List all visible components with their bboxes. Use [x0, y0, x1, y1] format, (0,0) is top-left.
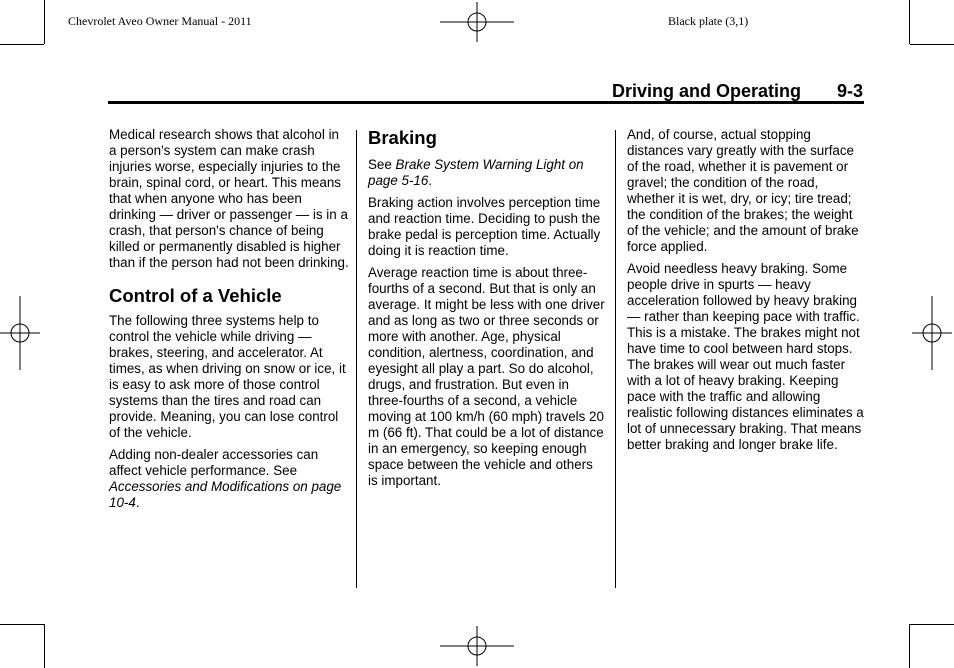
accessories-paragraph: Adding non-dealer accessories can affect vehicle performance. See Accessories and Modifications on page 10-4. — [109, 447, 342, 510]
registration-mark-right-icon — [912, 296, 952, 370]
control-paragraph: The following three systems help to control the vehicle while driving — brakes, steering, and accelerator. At times, as when driving on snow or ice, it is easy to ask more of those control systems than the tires and road can provide. Meaning, you can lose control of the vehicle. — [109, 313, 346, 440]
column-2 — [368, 127, 606, 495]
column-divider-1 — [356, 130, 357, 588]
heavy-braking-paragraph: Avoid needless heavy braking. Some people drive in spurts — heavy acceleration followed by heavy braking — rather than keeping pace with traffic. This is a mistake. The brakes might not have time to cool between hard stops. The brakes will wear out much faster with a lot of heavy braking. Keeping pace with the traffic and allowing realistic following distances eliminates a lot of unnecessary braking. That means better braking and longer brake life. — [627, 261, 864, 452]
header-rule — [108, 101, 864, 104]
stopping-distance-paragraph: And, of course, actual stopping distances vary greatly with the surface of the road, whether it is pavement or gravel; the condition of the road, whether it is wet, dry, or icy; tire tread; the condition of the brakes; the weight of the vehicle; and the amount of brake force applied. — [627, 127, 859, 254]
control-heading: Control of a Vehicle — [109, 285, 282, 306]
brake-warning-link[interactable]: Brake System Warning Light on page 5-16 — [368, 157, 584, 188]
registration-mark-left-icon — [0, 296, 40, 370]
plate-title: Chevrolet Aveo Owner Manual - 2011 — [68, 14, 252, 28]
column-divider-2 — [615, 130, 616, 588]
brake-warning-reference: See Brake System Warning Light on page 5-16. — [368, 157, 584, 188]
registration-mark-bottom-icon — [440, 626, 514, 666]
perception-paragraph: Braking action involves perception time and reaction time. Deciding to push the brake pedal is perception time. Actually doing it is reaction time. — [368, 195, 601, 258]
braking-heading: Braking — [368, 127, 437, 148]
plate-number: Black plate (3,1) — [668, 14, 749, 28]
reaction-paragraph: Average reaction time is about three-fourths of a second. But that is only an average. It might be less with one driver and as long as two or three seconds or more with another. Age, physical condition, alertness, coordination, and eyesight all play a part. So do alcohol, drugs, and frustration. But even in three-fourths of a second, a vehicle moving at 100 km/h (60 mph) travels 20 m (66 ft). That could be a lot of distance in an emergency, so keeping enough space between the vehicle and others is important. — [368, 265, 605, 488]
page-number: 9-3 — [837, 81, 864, 101]
registration-mark-top-icon — [440, 2, 514, 42]
section-title: Driving and Operating — [612, 81, 802, 101]
column-3 — [627, 127, 865, 459]
column-1 — [109, 127, 349, 517]
accessories-link[interactable]: Accessories and Modifications on page 10-4 — [109, 479, 342, 510]
intro-paragraph: Medical research shows that alcohol in a person's system can make crash injuries worse, especially injuries to the brain, spinal cord, or heart. This means that when anyone who has been drinking — driver or passenger — is in a crash, that person's chance of being killed or permanently disabled is higher than if the person had not been drinking. — [109, 127, 349, 270]
